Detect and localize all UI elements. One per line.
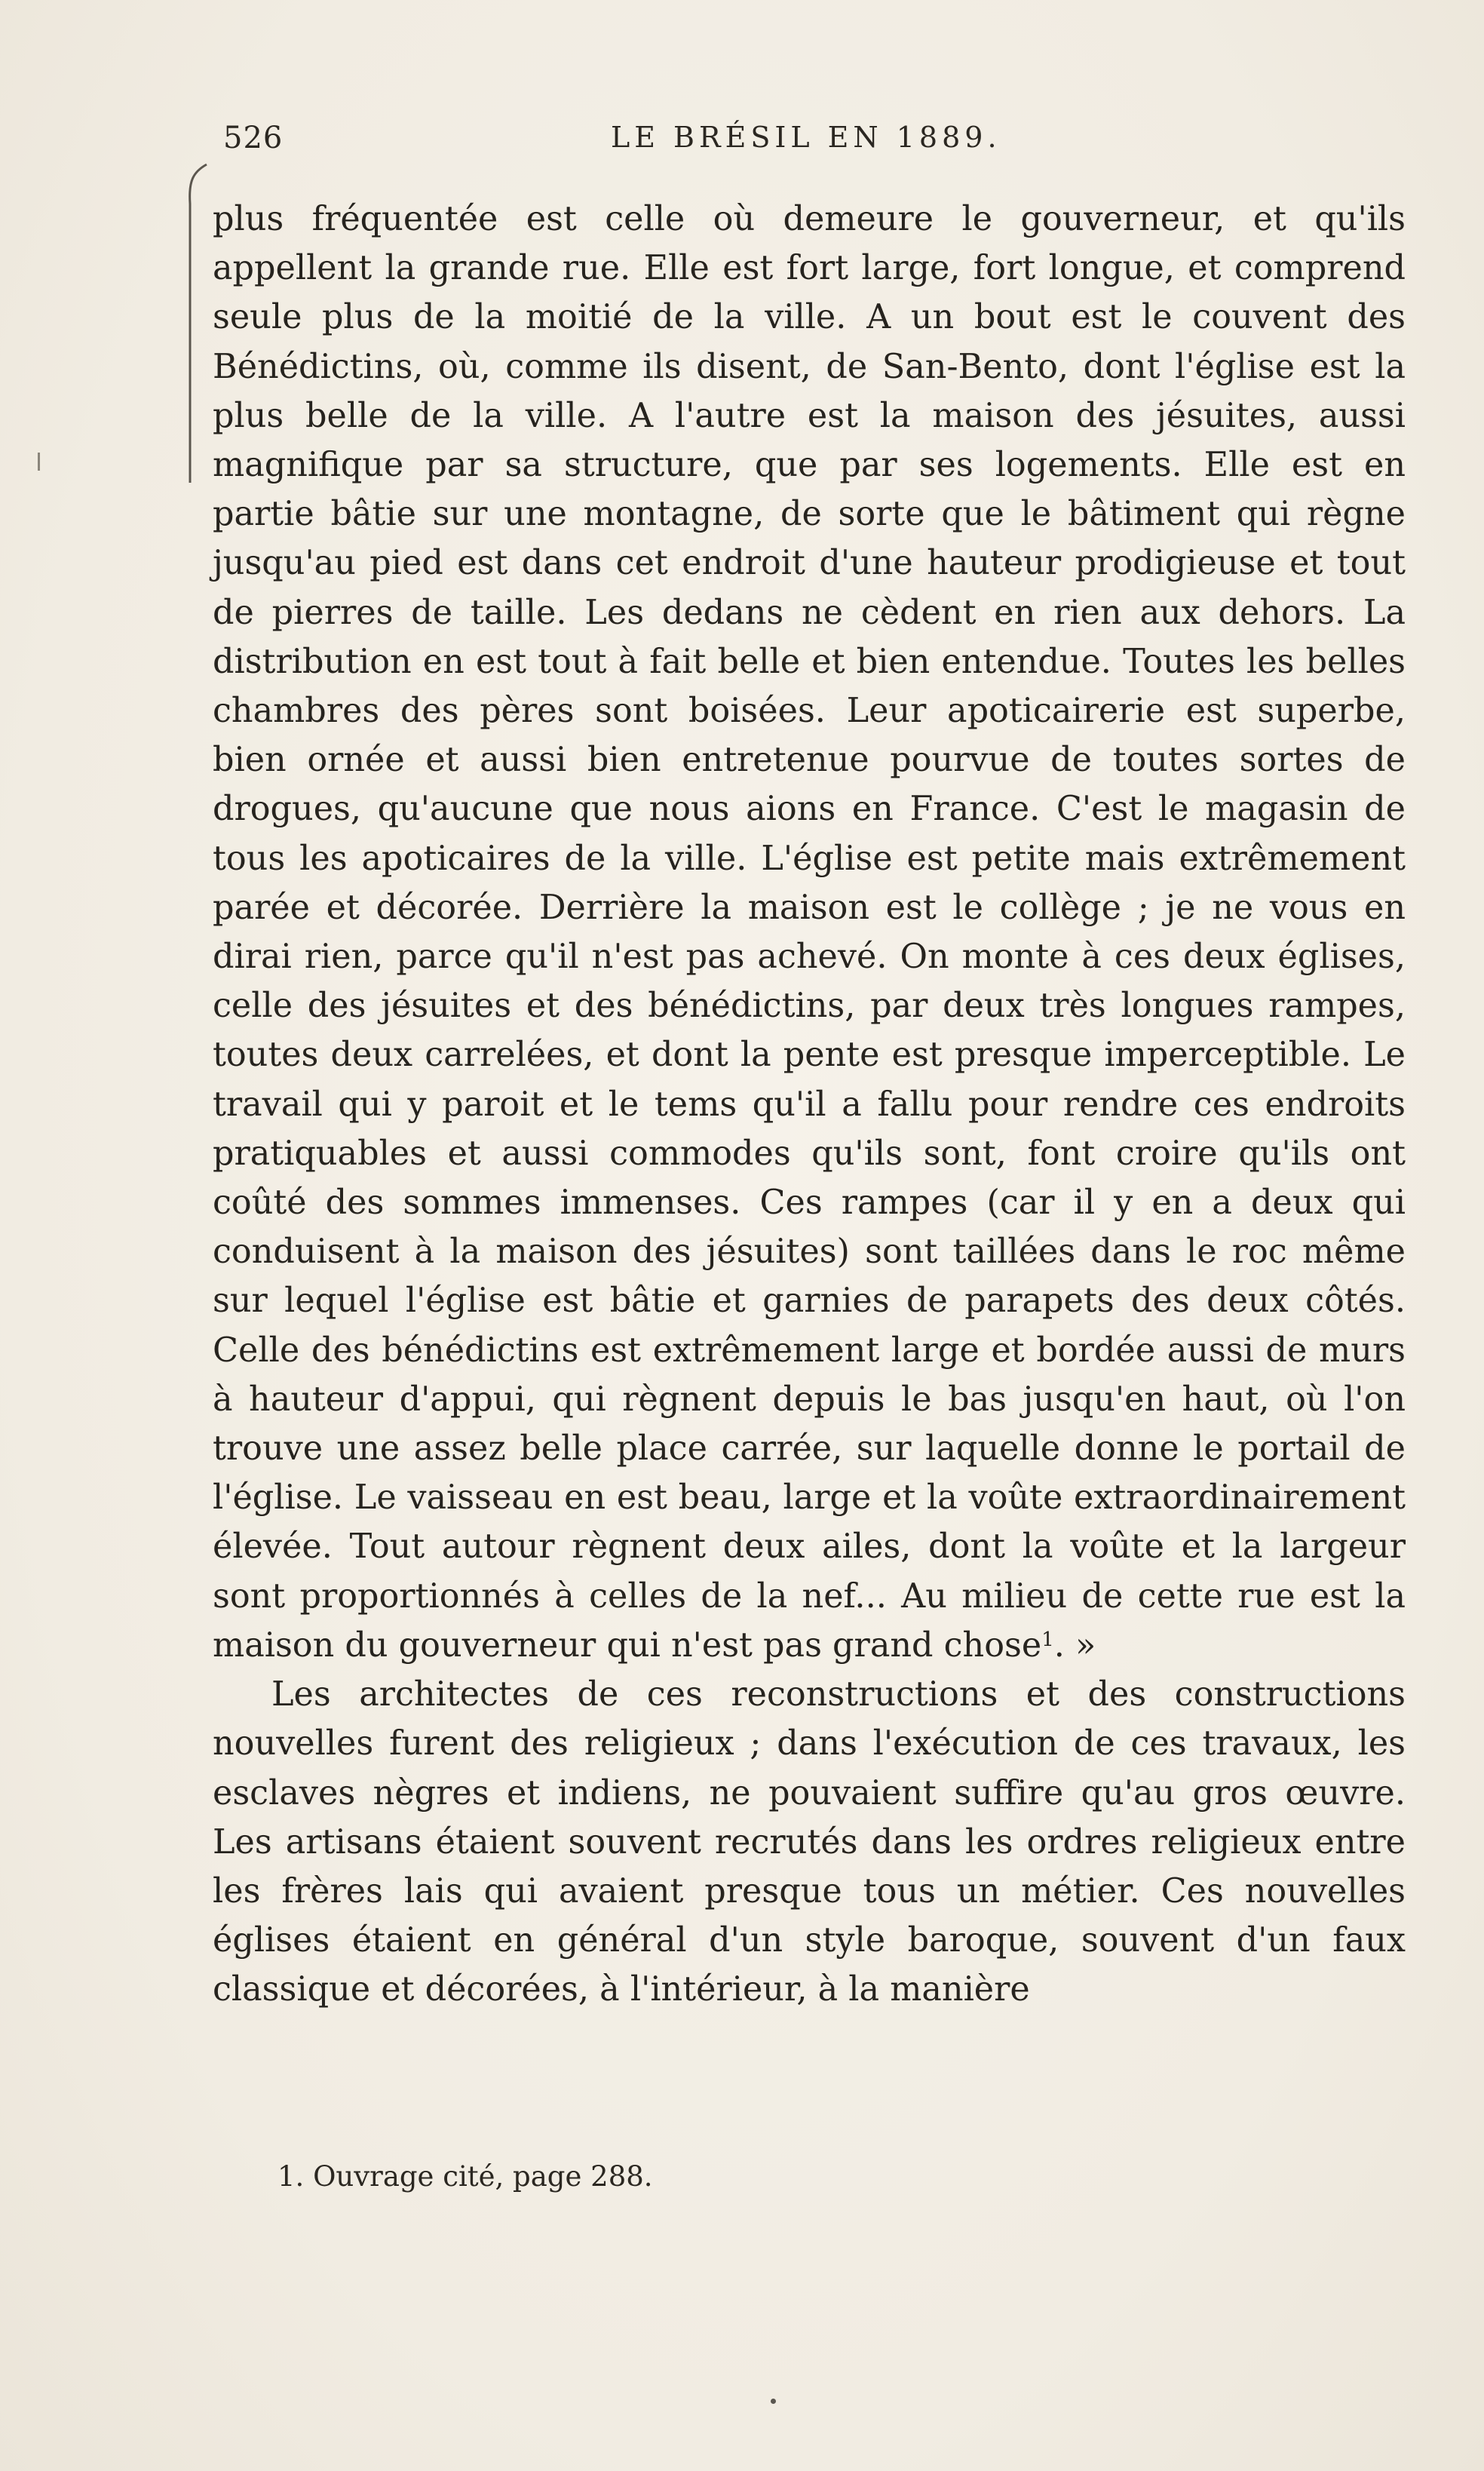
page-speck xyxy=(771,2399,776,2404)
paragraph-1-text: plus fréquentée est celle où demeure le gouverneur, et qu'ils appellent la grande rue. Elle est fort large, fort longue, et comprend seule plus de la moitié de la ville. A un bout est le couvent des Bénédictins, où, comme ils disent, de San-Bento, dont l'église est la plus belle de la ville. A l'autre est la maison des jésuites, aussi magnifique par sa structure, que par ses logements. Elle est en partie bâtie sur une montagne, de sorte que le bâtiment qui règne jusqu'au pied est dans cet endroit d'une hauteur prodigieuse et tout de pierres de taille. Les dedans ne cèdent en rien aux dehors. La distribution en est tout à fait belle et bien entendue. Toutes les belles chambres des pères sont boisées. Leur apoticairerie est superbe, bien ornée et aussi bien entretenue pourvue de toutes sortes de drogues, qu'aucune que nous aions en France. C'est le magasin de tous les apoticaires de la ville. L'église est petite mais extrêmement parée et décorée. Derrière la maison est le collège ; je ne vous en dirai rien, parce qu'il n'est pas achevé. On monte à ces deux églises, celle des jésuites et des bénédictins, par deux très longues rampes, toutes deux carrelées, et dont la pente est presque imperceptible. Le travail qui y paroit et le tems qu'il a fallu pour rendre ces endroits pratiquables et aussi commodes qu'ils sont, font croire qu'ils ont coûté des sommes immenses. Ces rampes (car il y en a deux qui conduisent à la maison des jésuites) sont taillées dans le roc même sur lequel l'église est bâtie et garnies de parapets des deux côtés. Celle des bénédictins est extrêmement large et bordée aussi de murs à hauteur d'appui, qui règnent depuis le bas jusqu'en haut, où l'on trouve une assez belle place carrée, sur laquelle donne le portail de l'église. Le vaisseau en est beau, large et la voûte extraordinairement élevée. Tout autour règnent deux ailes, dont la voûte et la largeur sont proportionnés à celles de la nef... Au milieu de cette rue est la maison du gouverneur qui n'est pas grand chose xyxy=(213,200,1406,1665)
paragraph-1 xyxy=(213,195,1406,1670)
paragraph-1-ending: . » xyxy=(1053,1625,1096,1665)
running-title: LE BRÉSIL EN 1889. xyxy=(611,121,1001,154)
scan-edge-mark xyxy=(38,453,40,471)
margin-pencil-mark xyxy=(186,158,216,490)
footnote: 1. Ouvrage cité, page 288. xyxy=(277,2160,653,2193)
body-text xyxy=(213,195,1406,2015)
page-number: 526 xyxy=(223,121,284,155)
paragraph-2: Les architectes de ces reconstructions et des constructions nouvelles furent des religieux ; dans l'exécution de ces travaux, les esclaves nègres et indiens, ne pouvaient suffire qu'au gros œuvre. Les artisans étaient souvent recrutés dans les ordres religieux entre les frères lais qui avaient presque tous un métier. Ces nouvelles églises étaient en général d'un style baroque, souvent d'un faux classique et décorées, à l'intérieur, à la manière xyxy=(213,1675,1406,2009)
footnote-reference: 1 xyxy=(1041,1628,1054,1651)
running-head xyxy=(223,121,1406,166)
